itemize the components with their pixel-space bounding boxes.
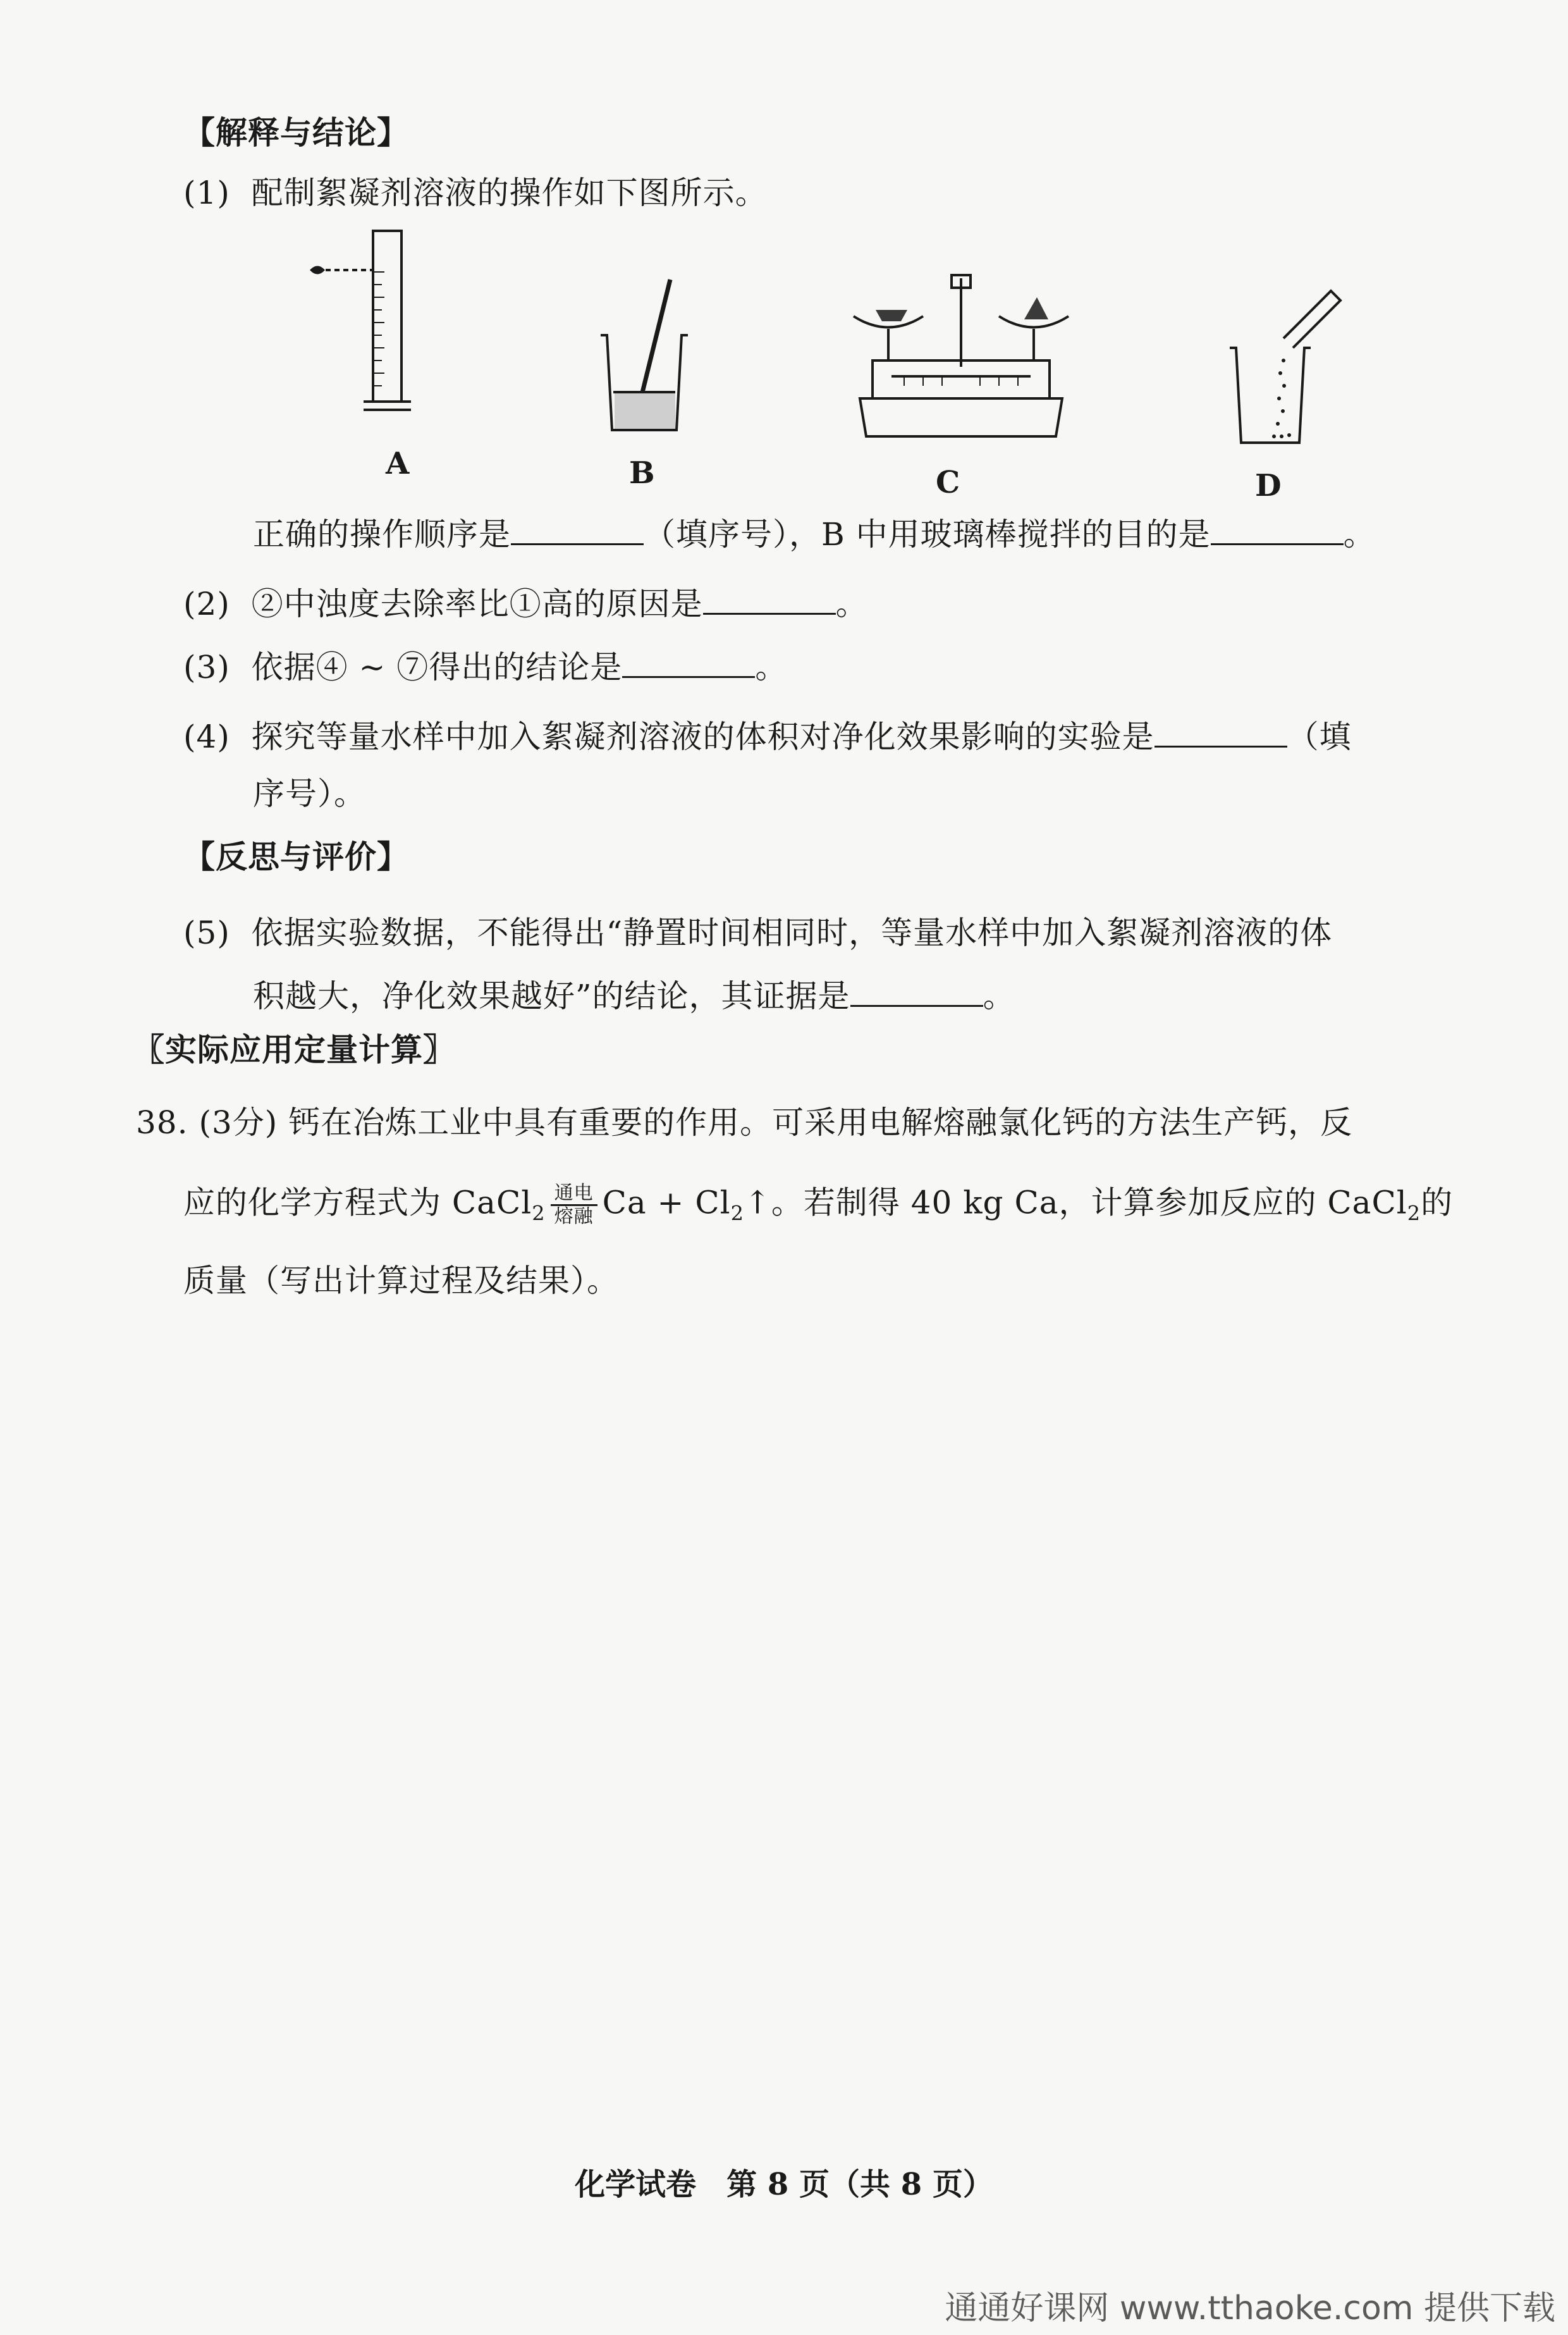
page-footer: 化学试卷 第 8 页（共 8 页） [575, 2167, 993, 2202]
period: 。 [983, 978, 1015, 1014]
section-heading-reflect: 【反思与评价】 [183, 838, 409, 875]
question-text: ②中浊度去除率比①高的原因是 [251, 586, 703, 622]
question-score: (3分) [199, 1104, 278, 1141]
question-38-line3: 质量（写出计算过程及结果）。 [183, 1262, 619, 1299]
question-tail: （填 [1287, 718, 1352, 755]
question-number: 38. [136, 1104, 188, 1141]
question-1 [183, 174, 768, 212]
question-4 [183, 718, 1352, 756]
question-2 [183, 585, 868, 623]
question-text: 钙在冶炼工业中具有重要的作用。可采用电解熔融氯化钙的方法生产钙，反 [288, 1104, 1353, 1141]
question-text: 探究等量水样中加入絮凝剂溶液的体积对净化效果影响的实验是 [251, 718, 1155, 755]
reaction-condition [551, 1183, 597, 1228]
question-38 [136, 1104, 1352, 1142]
question-text: 的 [1421, 1184, 1454, 1221]
watermark: 通通好课网 www.tthaoke.com 提供下载 [945, 2289, 1555, 2327]
question-number: (4) [183, 718, 230, 755]
figure-label-d: D [1255, 468, 1282, 503]
question-1-answer-line [253, 515, 1376, 553]
answer-blank-q2[interactable] [703, 588, 836, 615]
pouring-beaker-figure [1223, 285, 1350, 449]
equation-products: Ca + Cl [602, 1184, 731, 1221]
question-text: 积越大，净化效果越好”的结论，其证据是 [253, 978, 850, 1014]
subscript: 2 [532, 1201, 546, 1226]
question-38-equation-line [183, 1183, 1453, 1233]
answer-blank-q3[interactable] [622, 651, 755, 678]
question-5 [183, 914, 1332, 952]
question-text: 依据实验数据，不能得出“静置时间相同时，等量水样中加入絮凝剂溶液的体 [251, 915, 1333, 951]
question-text: 依据④ ~ ⑦得出的结论是 [251, 649, 623, 686]
section-heading-calc: 〖实际应用定量计算〗 [133, 1031, 455, 1068]
condition-top: 通电 [551, 1183, 597, 1206]
beaker-stirring-figure [588, 272, 702, 436]
section-heading-explain: 【解释与结论】 [183, 114, 409, 151]
question-4-line2: 序号）。 [253, 775, 366, 812]
answer-blank-order[interactable] [511, 518, 644, 545]
question-5-line2 [253, 977, 1015, 1015]
balance-scale-figure [847, 266, 1075, 443]
subscript: 2 [1407, 1201, 1421, 1226]
question-text: 配制絮凝剂溶液的操作如下图所示。 [251, 175, 768, 211]
figure-label-a: A [386, 446, 410, 481]
equation-reactant: 应的化学方程式为 CaCl [183, 1184, 532, 1221]
gas-arrow-icon: ↑ [744, 1184, 771, 1221]
figure-label-b: B [629, 455, 655, 491]
condition-bottom: 熔融 [554, 1205, 594, 1228]
order-suffix: （填序号），B 中用玻璃棒搅拌的目的是 [644, 516, 1211, 553]
period: 。 [755, 649, 788, 686]
question-number: (5) [183, 915, 230, 951]
subscript: 2 [730, 1201, 744, 1226]
question-number: (1) [183, 175, 230, 211]
question-number: (3) [183, 649, 230, 686]
period: 。 [835, 586, 868, 622]
answer-blank-q4[interactable] [1155, 720, 1287, 748]
figure-label-c: C [936, 465, 960, 500]
order-prompt: 正确的操作顺序是 [253, 516, 511, 553]
question-number: (2) [183, 586, 230, 622]
period: 。 [1343, 516, 1376, 553]
answer-blank-stir-purpose[interactable] [1211, 518, 1344, 545]
question-3 [183, 648, 787, 686]
eye-icon [310, 266, 325, 274]
graduated-cylinder-figure [303, 221, 443, 424]
answer-blank-q5[interactable] [850, 980, 983, 1007]
question-text: 。若制得 40 kg Ca，计算参加反应的 CaCl [771, 1184, 1407, 1221]
